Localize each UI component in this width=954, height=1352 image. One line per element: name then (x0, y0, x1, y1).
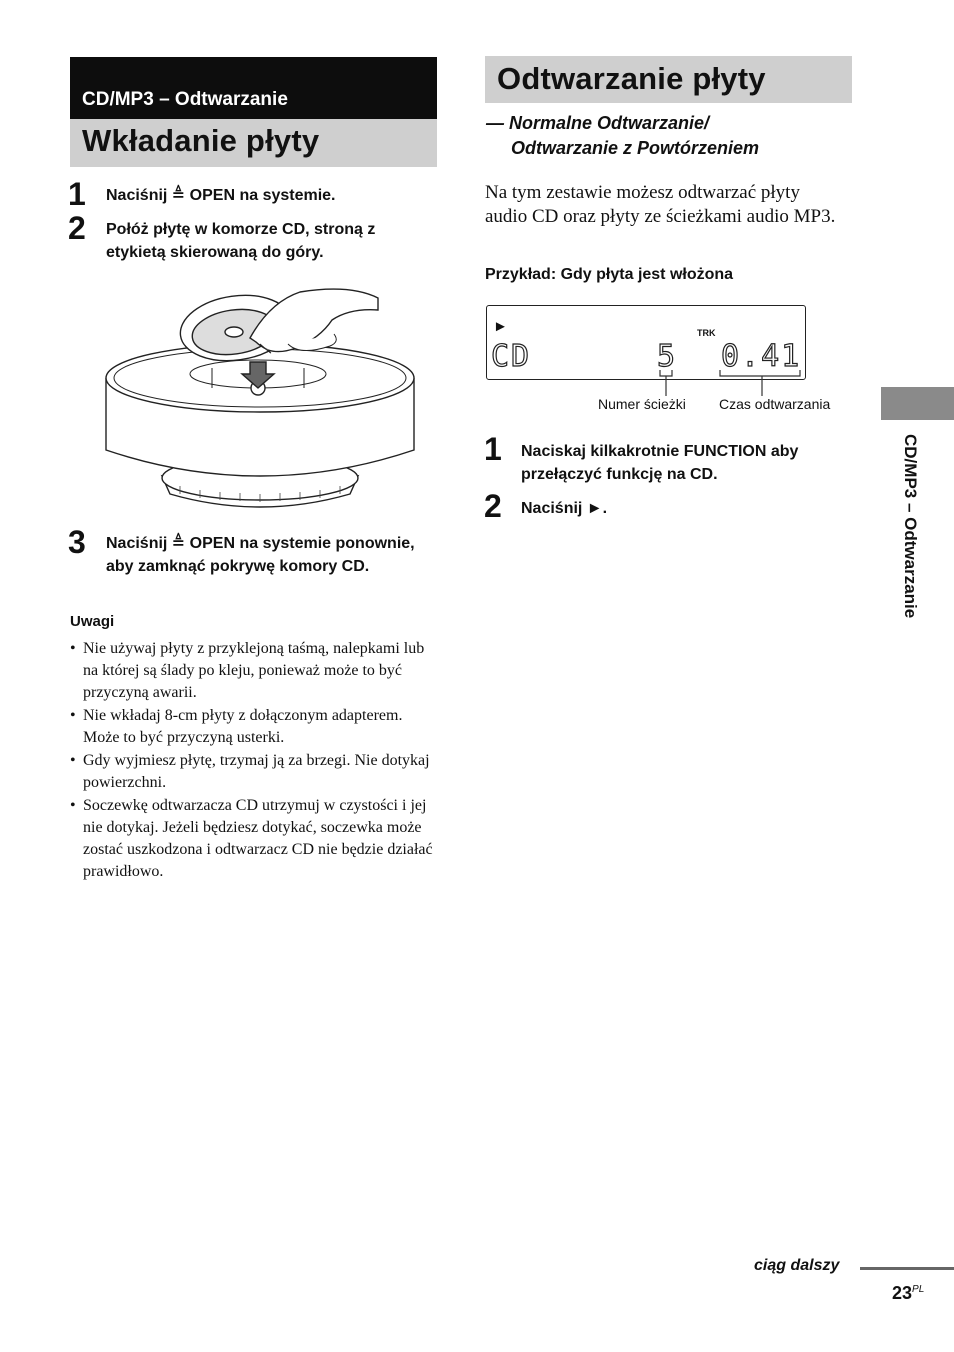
step-1-text: Naciśnij ≜ OPEN na systemie. (106, 187, 336, 204)
continued-label: ciąg dalszy (754, 1257, 840, 1274)
step-2-text: Połóż płytę w komorze CD, stroną z etykietą skierowaną do góry. (106, 221, 376, 261)
display-track-number: 5 (657, 339, 678, 374)
page-suffix: PL (912, 1284, 925, 1295)
chapter-tab-marker (881, 387, 954, 420)
subtitle-line-1: — Normalne Odtwarzanie/ (486, 113, 710, 133)
label-playing-time: Czas odtwarzania (719, 396, 831, 412)
play-step-2-number: 2 (484, 488, 502, 524)
heading-playing-disc: Odtwarzanie płyty (497, 61, 766, 96)
play-step-2-text: Naciśnij ►. (521, 500, 608, 517)
notes-list (70, 638, 440, 884)
heading-box-playback (485, 56, 852, 103)
section-title: CD/MP3 – Odtwarzanie (82, 89, 288, 110)
play-step-1-number: 1 (484, 431, 502, 467)
cd-unit-illustration (100, 280, 420, 512)
step-1-number: 1 (68, 176, 86, 212)
display-source: CD (491, 339, 532, 374)
note-item: • Gdy wyjmiesz płytę, trzymaj ją za brzegi. Nie dotykaj powierzchni. (70, 750, 440, 794)
note-item: • Nie używaj płyty z przyklejoną taśmą, nalepkami lub na której są ślady po kleju, ponieważ może to być przyczyną awarii. (70, 638, 440, 704)
step-3-number: 3 (68, 524, 86, 560)
heading-box-inserting (70, 119, 437, 167)
label-track-number: Numer ścieżki (598, 396, 686, 412)
example-label: Przykład: Gdy płyta jest włożona (485, 266, 734, 283)
subtitle-line-2: Odtwarzanie z Powtórzeniem (511, 138, 760, 158)
intro-text: Na tym zestawie możesz odtwarzać płyty audio CD oraz płyty ze ścieżkami audio MP3. (485, 182, 836, 227)
page-number: 23 (892, 1283, 913, 1303)
heading-inserting-disc: Wkładanie płyty (82, 123, 320, 158)
display-time: 0.41 (721, 339, 802, 374)
section-title-bar (70, 57, 437, 119)
play-indicator-icon: ► (493, 318, 508, 335)
notes-title: Uwagi (70, 613, 115, 630)
continued-rule (860, 1267, 954, 1270)
note-item: • Soczewkę odtwarzacza CD utrzymuj w czystości i jej nie dotykaj. Jeżeli będziesz dotykać, soczewka może zostać uszkodzona i odtwarzacz CD nie będzie działać prawidłowo. (70, 795, 440, 883)
note-item: • Nie wkładaj 8-cm płyty z dołączonym adapterem. Może to być przyczyną usterki. (70, 705, 440, 749)
trk-indicator: TRK (697, 328, 716, 338)
step-3-text: Naciśnij ≜ OPEN na systemie ponownie, aby zamknąć pokrywę komory CD. (106, 535, 415, 575)
side-tab-label: CD/MP3 – Odtwarzanie (901, 434, 920, 619)
play-step-1-text: Naciskaj kilkakrotnie FUNCTION aby przełączyć funkcję na CD. (521, 443, 799, 483)
step-2-number: 2 (68, 210, 86, 246)
page-number-wrap (892, 1283, 924, 1304)
